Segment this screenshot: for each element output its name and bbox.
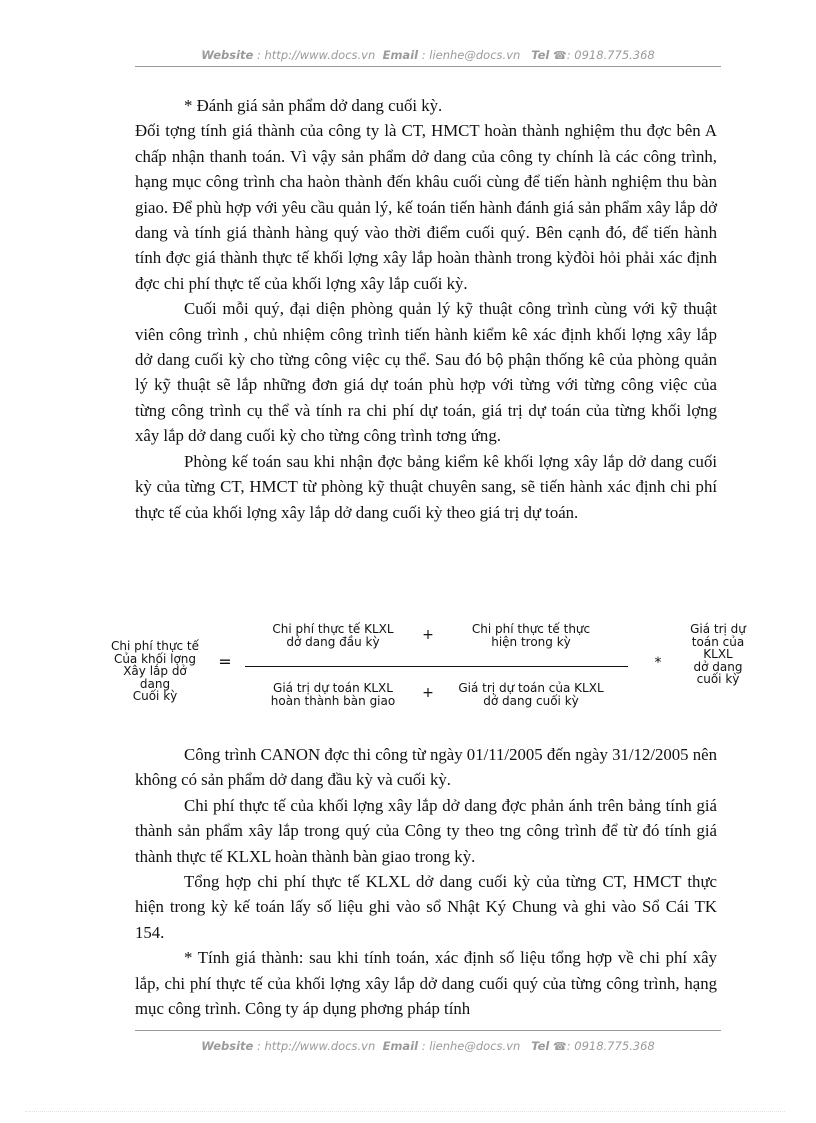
website-label: Website bbox=[201, 48, 254, 62]
cost-formula bbox=[100, 615, 760, 725]
tel-label: Tel bbox=[531, 1039, 550, 1053]
email-value: : lienhe@docs.vn bbox=[421, 48, 521, 62]
formula-lhs: Chi phí thực tế Của khối lợng Xây lắp dở dang Cuối kỳ bbox=[111, 639, 199, 703]
phone-icon: ☎ bbox=[553, 1040, 567, 1053]
website-label: Website bbox=[201, 1039, 254, 1053]
paragraph: Công trình CANON đợc thi công từ ngày 01/11/2005 đến ngày 31/12/2005 nên không có sản phẩm dở dang đầu kỳ và cuối kỳ. bbox=[135, 745, 717, 790]
formula-rhs: Giá trị dự toán của KLXL dở dang cuối kỳ bbox=[690, 622, 746, 686]
tel-value: : 0918.775.368 bbox=[566, 1039, 655, 1053]
paragraph: Chi phí thực tế của khối lợng xây lắp dở dang đợc phản ánh trên bảng tính giá thành sản phẩm xây lắp trong quý của Công ty theo tng công trình để từ đó tính giá thành thực tế KLXL hoàn thành bàn giao trong kỳ. bbox=[135, 795, 717, 866]
paragraph: Cuối mỗi quý, đại diện phòng quản lý kỹ thuật công trình cùng với kỹ thuật viên công trình , chủ nhiệm công trình tiến hành kiểm kê xác định khối lợng xây lắp dở dang cuối kỳ cho từng công việc cụ thể. Sau đó bộ phận thống kê của phòng quản lý kỹ thuật sẽ lắp những đơn giá dự toán phù hợp với từng với từng công việc của từng công trình cụ thể và tính ra chi phí dự toán, giá trị dự toán của từng khối lợng xây lắp dở dang cuối kỳ cho từng công trình tơng ứng. bbox=[135, 299, 717, 446]
email-value: : lienhe@docs.vn bbox=[421, 1039, 521, 1053]
website-value: : http://www.docs.vn bbox=[256, 48, 376, 62]
denominator-term-1: Giá trị dự toán KLXL hoàn thành bàn giao bbox=[270, 681, 396, 708]
paragraph: * Tính giá thành: sau khi tính toán, xác định số liệu tổng hợp về chi phí xây lắp, chi phí thực tế của khối lợng xây lắp dở dang cuối quý của từng công trình, hạng mục công trình. Công ty áp dụng phơng pháp tính bbox=[135, 948, 717, 1019]
body-text-bottom bbox=[135, 742, 717, 1021]
email-label: Email bbox=[382, 1039, 419, 1053]
times-sign: * bbox=[654, 655, 662, 671]
denominator-plus: + bbox=[422, 685, 434, 701]
numerator-plus: + bbox=[422, 627, 434, 643]
denominator-term-2: Giá trị dự toán của KLXL dở dang cuối kỳ bbox=[458, 681, 604, 708]
body-text-top bbox=[135, 93, 717, 525]
numerator-term-2: Chi phí thực tế thực hiện trong kỳ bbox=[471, 622, 591, 649]
footer-rule bbox=[135, 1030, 721, 1031]
equals-sign: = bbox=[218, 652, 232, 671]
numerator-term-1: Chi phí thực tế KLXL dở dang đầu kỳ bbox=[272, 622, 394, 649]
website-value: : http://www.docs.vn bbox=[256, 1039, 376, 1053]
email-label: Email bbox=[382, 48, 419, 62]
paragraph: Phòng kế toán sau khi nhận đợc bảng kiểm kê khối lợng xây lắp dở dang cuối kỳ của từng CT, HMCT từ phòng kỹ thuật chuyên sang, sẽ tiến hành xác định chi phí thực tế của khối lợng xây lắp dở dang cuối kỳ theo giá trị dự toán. bbox=[135, 451, 717, 522]
fraction-bar bbox=[245, 666, 628, 667]
page-edge-divider bbox=[25, 1111, 785, 1112]
tel-value: : 0918.775.368 bbox=[566, 48, 655, 62]
paragraph: Đối tợng tính giá thành của công ty là CT, HMCT hoàn thành nghiệm thu đợc bên A chấp nhận thanh toán. Vì vậy sản phẩm dở dang của công ty chính là các công trình, hạng mục công trình cha haòn thành đến khâu cuối cùng để tiến hành nghiệm thu bàn giao. Để phù hợp với yêu cầu quản lý, kế toán tiến hành đánh giá sản phẩm xây lắp dở dang và tính giá thành hàng quý vào thời điểm cuối quý. Bên cạnh đó, để tiến hành tính đợc giá thành thực tế khối lợng xây lắp hoàn thành trong kỳđòi hỏi phải xác định đợc chi phí thực tế của khối lợng xây lắp cuối kỳ. bbox=[135, 121, 717, 293]
page-footer bbox=[135, 1039, 721, 1053]
phone-icon: ☎ bbox=[553, 49, 567, 62]
header-rule bbox=[135, 66, 721, 67]
page-header bbox=[135, 48, 721, 62]
tel-label: Tel bbox=[531, 48, 550, 62]
section-heading: * Đánh giá sản phẩm dở dang cuối kỳ. bbox=[184, 96, 443, 115]
paragraph: Tổng hợp chi phí thực tế KLXL dở dang cuối kỳ của từng CT, HMCT thực hiện trong kỳ kế toán lấy số liệu ghi vào sổ Nhật Ký Chung và ghi vào Sổ Cái TK 154. bbox=[135, 872, 717, 942]
